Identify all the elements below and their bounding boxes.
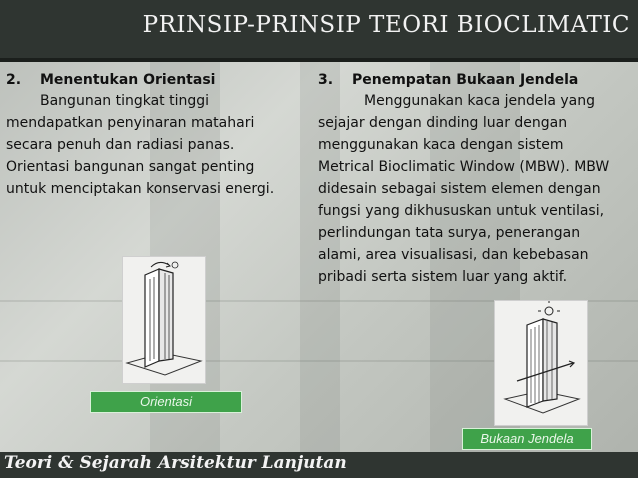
section-number: 3. bbox=[318, 72, 334, 88]
title-divider bbox=[0, 58, 638, 62]
section-orientasi bbox=[6, 70, 286, 200]
section-heading bbox=[6, 70, 286, 90]
title-bar bbox=[0, 0, 638, 58]
tower-window-sketch-icon bbox=[495, 301, 587, 425]
figure-caption-bukaan-jendela: Bukaan Jendela bbox=[462, 428, 592, 450]
footer-bar bbox=[0, 452, 638, 478]
section-paragraph bbox=[6, 90, 286, 200]
paragraph-body: mendapatkan penyinaran matahari secara penuh dan radiasi panas. Orientasi bangunan sangat penting untuk menciptakan konservasi energi. bbox=[6, 115, 275, 197]
figure-caption-orientasi: Orientasi bbox=[90, 391, 242, 413]
slide-title: PRINSIP-PRINSIP TEORI BIOCLIMATIC bbox=[142, 12, 630, 38]
tower-sketch-icon bbox=[123, 257, 205, 383]
footer-brand: Teori & Sejarah Arsitektur Lanjutan bbox=[4, 453, 347, 473]
section-heading bbox=[318, 70, 618, 90]
orientation-figure bbox=[122, 256, 206, 384]
section-paragraph bbox=[318, 90, 618, 288]
section-heading-text: Penempatan Bukaan Jendela bbox=[352, 72, 579, 88]
paragraph-first-line: Bangunan tingkat tinggi bbox=[40, 93, 210, 109]
section-bukaan-jendela bbox=[318, 70, 618, 288]
paragraph-body: sejajar dengan dinding luar dengan menggunakan kaca dengan sistem Metrical Bioclimatic Window (MBW). MBW didesain sebagai sistem elemen dengan fungsi yang dikhususkan untuk ventilasi, perlindungan tata surya, penerangan alami, area visualisasi, dan kebebasan pribadi serta sistem luar yang aktif. bbox=[318, 115, 610, 285]
window-figure bbox=[494, 300, 588, 426]
paragraph-first-line: Menggunakan kaca jendela yang bbox=[364, 93, 596, 109]
section-heading-text: Menentukan Orientasi bbox=[40, 72, 216, 88]
section-number: 2. bbox=[6, 72, 22, 88]
